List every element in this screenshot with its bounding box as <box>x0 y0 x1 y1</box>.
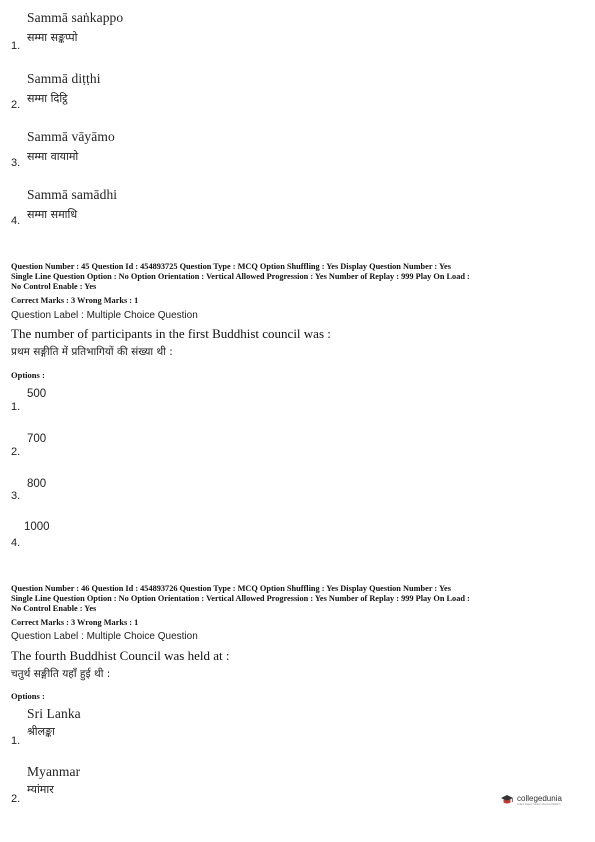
q46-options-label: Options : <box>11 691 45 701</box>
collegedunia-watermark <box>500 793 562 807</box>
q45-meta-line-3: No Control Enable : Yes <box>11 282 97 291</box>
watermark-tagline: India's largest Student Review Platform <box>517 802 561 806</box>
prev-option-2-hi: सम्मा दिट्ठि <box>27 92 68 105</box>
q46-meta-line-1: Question Number : 46 Question Id : 454893726 Question Type : MCQ Option Shuffling : Yes Display Question Number : Yes <box>11 584 451 593</box>
q46-marks: Correct Marks : 3 Wrong Marks : 1 <box>11 618 139 627</box>
prev-option-3-hi: सम्मा वायामो <box>27 150 79 163</box>
q45-option-1-number: 1. <box>11 401 21 413</box>
prev-option-4-number: 4. <box>11 215 21 227</box>
q46-meta-line-2: Single Line Question Option : No Option Orientation : Vertical Allowed Progression : Yes Number of Replay : 999 Play On Load : <box>11 594 470 603</box>
q46-label: Question Label : Multiple Choice Question <box>11 631 198 642</box>
prev-option-2-number: 2. <box>11 99 21 111</box>
q46-meta-line-3: No Control Enable : Yes <box>11 604 97 613</box>
watermark-name: collegedunia <box>517 793 562 803</box>
q46-question-hi: चतुर्थ सङ्गीति यहाँ हुई थी : <box>11 668 111 680</box>
prev-option-4-hi: सम्मा समाधि <box>27 208 78 221</box>
prev-option-1-en: Sammā saṅkappo <box>27 10 124 25</box>
prev-option-2-en: Sammā diṭṭhi <box>27 71 101 86</box>
q45-meta-line-1: Question Number : 45 Question Id : 454893725 Question Type : MCQ Option Shuffling : Yes Display Question Number : Yes <box>11 262 451 271</box>
q45-option-2-number: 2. <box>11 446 21 458</box>
q46-option-1-number: 1. <box>11 735 21 747</box>
q45-option-3-number: 3. <box>11 490 21 502</box>
prev-option-1-number: 1. <box>11 40 21 52</box>
q45-marks: Correct Marks : 3 Wrong Marks : 1 <box>11 296 139 305</box>
q45-option-4-number: 4. <box>11 537 21 549</box>
prev-option-4-en: Sammā samādhi <box>27 187 118 202</box>
q45-option-4-value: 1000 <box>24 521 50 533</box>
q46-option-2-en: Myanmar <box>27 764 81 779</box>
q45-option-2-value: 700 <box>27 433 47 445</box>
q45-question-en: The number of participants in the first Buddhist council was : <box>11 326 331 341</box>
prev-option-3-number: 3. <box>11 157 21 169</box>
q46-option-2-number: 2. <box>11 793 21 805</box>
q45-label: Question Label : Multiple Choice Question <box>11 310 198 321</box>
q45-option-1-value: 500 <box>27 388 47 400</box>
q45-meta-line-2: Single Line Question Option : No Option Orientation : Vertical Allowed Progression : Yes Number of Replay : 999 Play On Load : <box>11 272 470 281</box>
q46-option-1-en: Sri Lanka <box>27 706 81 721</box>
q46-question-en: The fourth Buddhist Council was held at : <box>11 648 230 663</box>
prev-option-1-hi: सम्मा सङ्कप्पो <box>27 31 78 44</box>
q46-option-2-hi: म्यांमार <box>27 783 54 796</box>
q46-option-1-hi: श्रीलङ्का <box>27 725 55 738</box>
graduation-cap-icon <box>500 793 514 807</box>
prev-option-3-en: Sammā vāyāmo <box>27 129 115 144</box>
q45-question-hi: प्रथम सङ्गीति में प्रतिभागियों की संख्या थी : <box>11 346 173 358</box>
q45-options-label: Options : <box>11 370 45 380</box>
q45-option-3-value: 800 <box>27 478 47 490</box>
